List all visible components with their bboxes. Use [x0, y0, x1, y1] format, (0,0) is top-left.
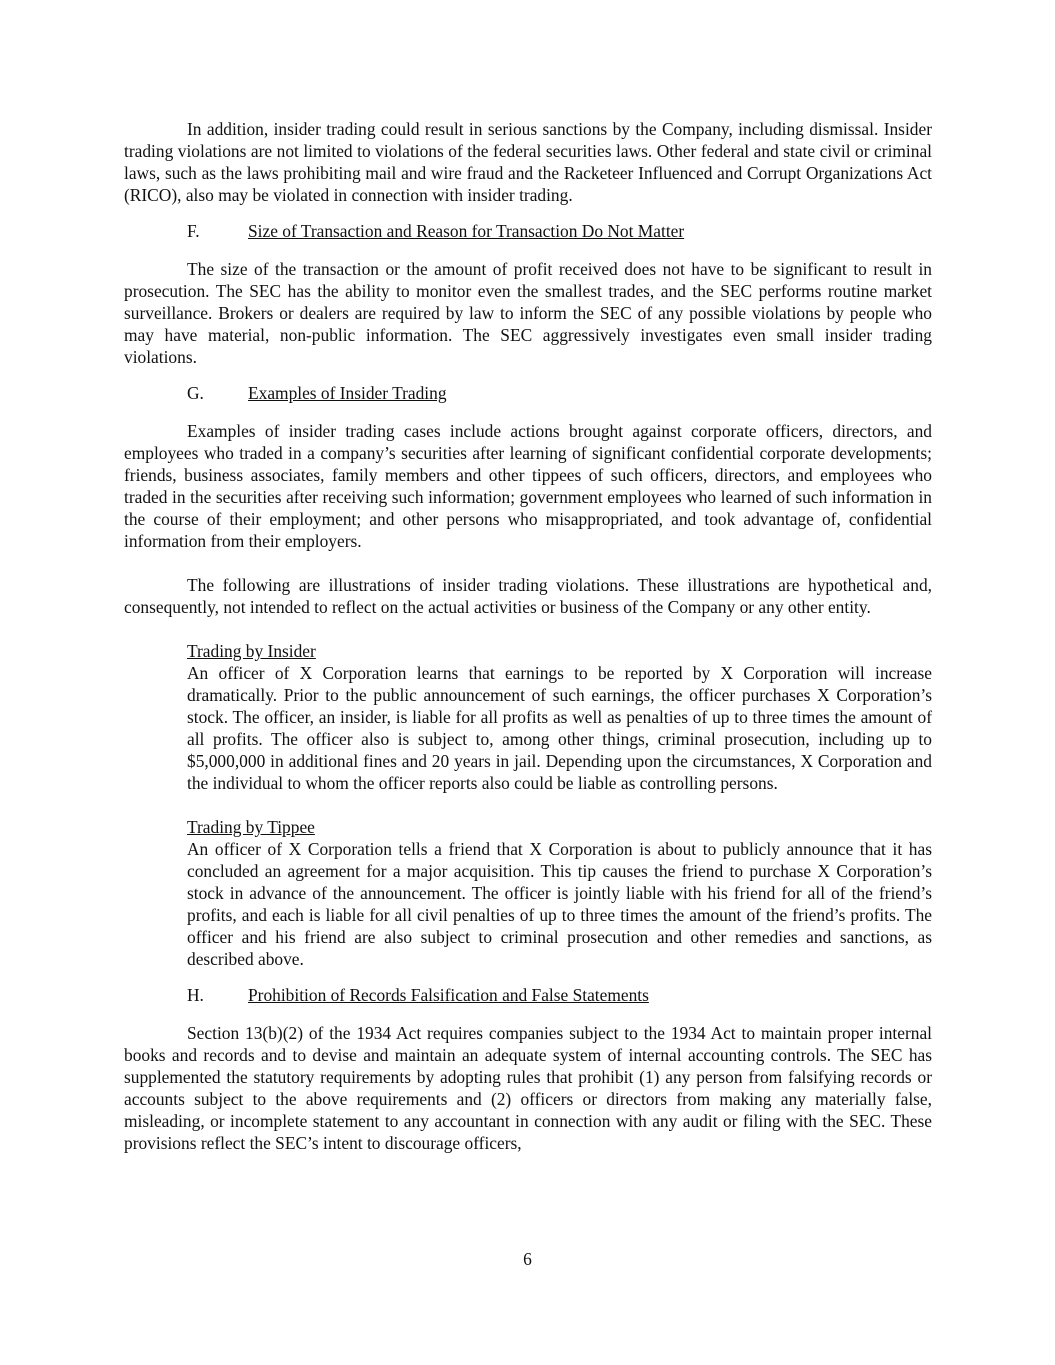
paragraph-size-of-transaction: The size of the transaction or the amount of profit received does not have to be significant to result in prosecution. The SEC has the ability to monitor even the smallest trades, and the SEC performs routine market surveillance. Brokers or dealers are required by law to inform the SEC of any possible violations by people who may have material, non-public information. The SEC aggressively investigates even small insider trading violations. [124, 259, 932, 367]
spacer [124, 794, 932, 816]
section-letter: G. [187, 383, 204, 403]
section-title: Prohibition of Records Falsification and False Statements [248, 985, 649, 1005]
illustration-title: Trading by Insider [187, 641, 316, 661]
section-heading-f [124, 220, 932, 244]
illustration-trading-by-tippee [187, 816, 932, 970]
section-letter: F. [187, 221, 200, 241]
illustration-text: An officer of X Corporation learns that earnings to be reported by X Corporation will increase dramatically. Prior to the public announcement of such earnings, the officer purchases X Corporation’s stock. The officer, an insider, is liable for all profits as well as penalties of up to three times the amount of all profits. The officer also is subject to, among other things, criminal prosecution, including up to $5,000,000 in additional fines and 20 years in jail. Depending upon the circumstances, X Corporation and the individual to whom the officer reports also could be liable as controlling persons. [187, 663, 932, 793]
paragraph-sanctions: In addition, insider trading could result in serious sanctions by the Company, including dismissal. Insider trading violations are not limited to violations of the federal securities laws. Other federal and state civil or criminal laws, such as the laws prohibiting mail and wire fraud and the Racketeer Influenced and Corrupt Organizations Act (RICO), also may be violated in connection with insider trading. [124, 119, 932, 205]
section-letter: H. [187, 985, 204, 1005]
spacer [124, 618, 932, 640]
illustration-title: Trading by Tippee [187, 817, 315, 837]
spacer [124, 552, 932, 574]
paragraph-records-falsification: Section 13(b)(2) of the 1934 Act requires companies subject to the 1934 Act to maintain proper internal books and records and to devise and maintain an adequate system of internal accounting controls. The SEC has supplemented the statutory requirements by adopting rules that prohibit (1) any person from falsifying records or accounts subject to the above requirements and (2) officers or directors from making any materially false, misleading, or incomplete statement to any accountant in connection with any audit or filing with the SEC. These provisions reflect the SEC’s intent to discourage officers, [124, 1023, 932, 1153]
paragraph-illustrations-intro: The following are illustrations of insider trading violations. These illustrations are hypothetical and, consequently, not intended to reflect on the actual activities or business of the Company or any other entity. [124, 575, 932, 617]
section-heading-g [124, 382, 932, 406]
section-title: Size of Transaction and Reason for Transaction Do Not Matter [248, 221, 685, 241]
illustration-trading-by-insider [187, 640, 932, 794]
illustration-text: An officer of X Corporation tells a friend that X Corporation is about to publicly announce that it has concluded an agreement for a major acquisition. This tip causes the friend to purchase X Corporation’s stock in advance of the announcement. The officer is jointly liable with his friend for all of the friend’s profits, and each is liable for all civil penalties of up to three times the amount of the friend’s profits. The officer and his friend are also subject to criminal prosecution and other remedies and sanctions, as described above. [187, 839, 932, 969]
section-heading-h [124, 984, 932, 1008]
document-page [124, 118, 932, 1154]
section-title: Examples of Insider Trading [248, 383, 447, 403]
paragraph-examples: Examples of insider trading cases include actions brought against corporate officers, directors, and employees who traded in a company’s securities after learning of significant confidential corporate developments; friends, business associates, family members and other tippees of such officers, directors, and employees who traded in the securities after receiving such information; government employees who learned of such information in the course of their employment; and other persons who misappropriated, and took advantage of, confidential information from their employers. [124, 421, 932, 551]
page-number: 6 [523, 1249, 532, 1269]
